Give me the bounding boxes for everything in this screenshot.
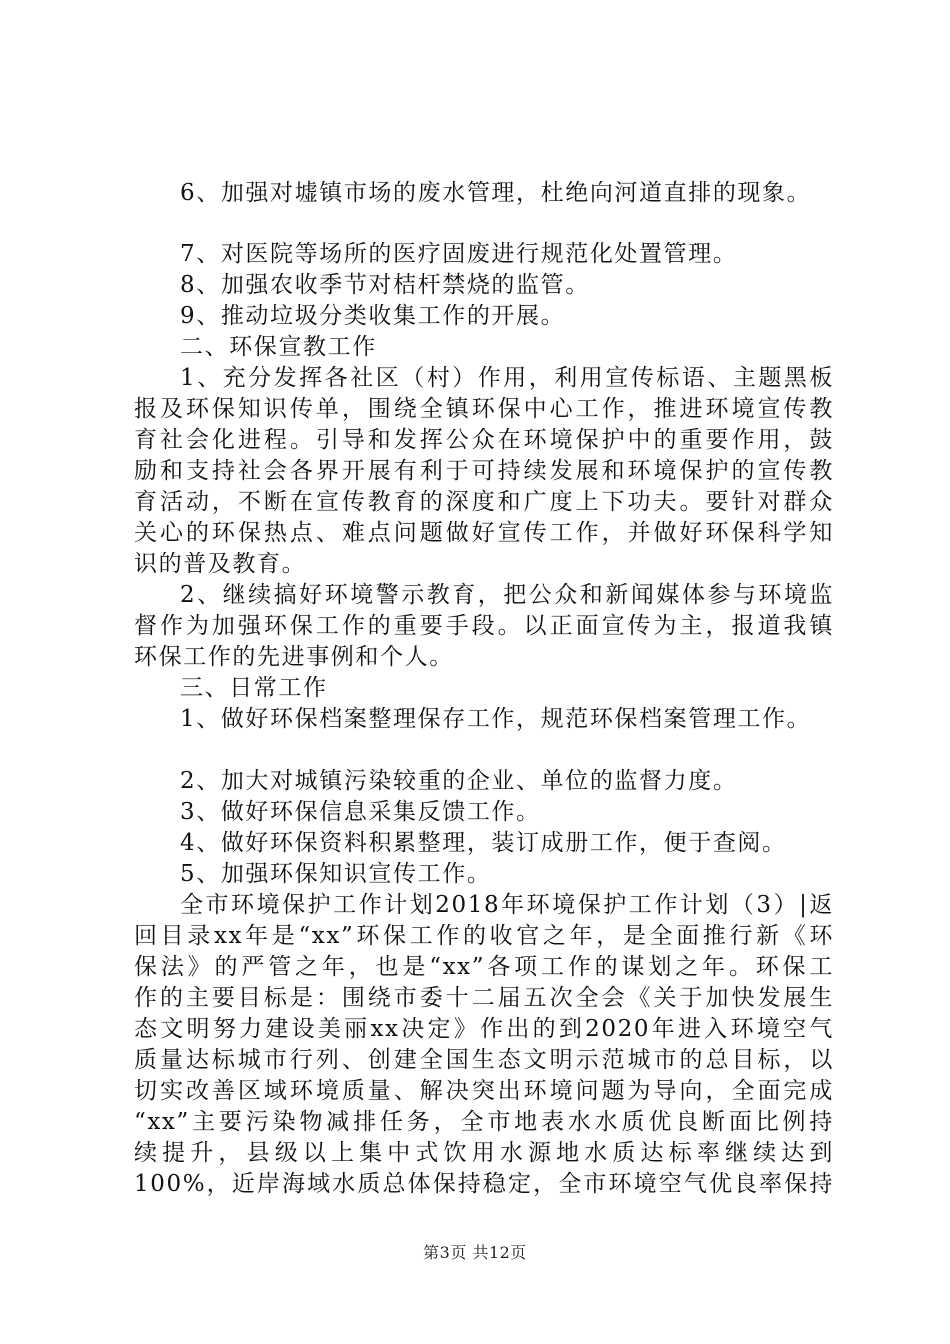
text-line: 9、推动垃圾分类收集工作的开展。 [180,303,566,329]
text-line: 1、做好环保档案整理保存工作，规范环保档案管理工作。 [180,706,812,732]
text-line: 质量达标城市行列、创建全国生态文明示范城市的总目标，以 [134,1047,834,1073]
text-line: 回目录xx年是“xx”环保工作的收官之年，是全面推行新《环 [134,923,834,949]
text-line: 保法》的严管之年，也是“xx”各项工作的谋划之年。环保工 [134,954,834,980]
text-line: 4、做好环保资料积累整理，装订成册工作，便于查阅。 [180,830,787,856]
text-line: 作的主要目标是：围绕市委十二届五次全会《关于加快发展生 [134,985,834,1011]
text-line: 切实改善区域环境质量、解决突出环境问题为导向，全面完成 [134,1078,834,1104]
page-number-footer: 第3页 共12页 [423,1243,527,1262]
text-line: 态文明努力建设美丽xx决定》作出的到2020年进入环境空气 [134,1016,834,1042]
text-line: 2、加大对城镇污染较重的企业、单位的监督力度。 [180,768,738,794]
text-line: 报及环保知识传单，围绕全镇环保中心工作，推进环境宣传教 [134,396,834,422]
text-line: 7、对医院等场所的医疗固废进行规范化处置管理。 [180,241,738,267]
text-line: 关心的环保热点、难点问题做好宣传工作，并做好环保科学知 [134,520,834,546]
text-line: 2、继续搞好环境警示教育，把公众和新闻媒体参与环境监 [180,582,834,608]
text-line: “xx”主要污染物减排任务，全市地表水水质优良断面比例持 [134,1109,834,1135]
text-line: 6、加强对墟镇市场的废水管理，杜绝向河道直排的现象。 [180,180,812,206]
text-line: 励和支持社会各界开展有利于可持续发展和环境保护的宣传教 [134,458,834,484]
text-line: 100%，近岸海域水质总体保持稳定，全市环境空气优良率保持 [134,1171,834,1197]
text-line: 育社会化进程。引导和发挥公众在环境保护中的重要作用，鼓 [134,427,834,453]
section-heading: 二、环保宣教工作 [180,334,377,360]
section-heading: 三、日常工作 [180,675,328,701]
text-line: 环保工作的先进事例和个人。 [134,644,454,670]
text-line: 育活动，不断在宣传教育的深度和广度上下功夫。要针对群众 [134,489,834,515]
text-line: 8、加强农收季节对桔杆禁烧的监管。 [180,272,590,298]
text-line: 1、充分发挥各社区（村）作用，利用宣传标语、主题黑板 [180,365,834,391]
text-line: 识的普及教育。 [134,551,307,577]
text-line: 续提升，县级以上集中式饮用水源地水质达标率继续达到 [134,1140,834,1166]
text-line: 督作为加强环保工作的重要手段。以正面宣传为主，报道我镇 [134,613,834,639]
text-line: 5、加强环保知识宣传工作。 [180,861,492,887]
text-line: 3、做好环保信息采集反馈工作。 [180,799,541,825]
text-line: 全市环境保护工作计划2018年环境保护工作计划（3）|返 [180,892,834,918]
